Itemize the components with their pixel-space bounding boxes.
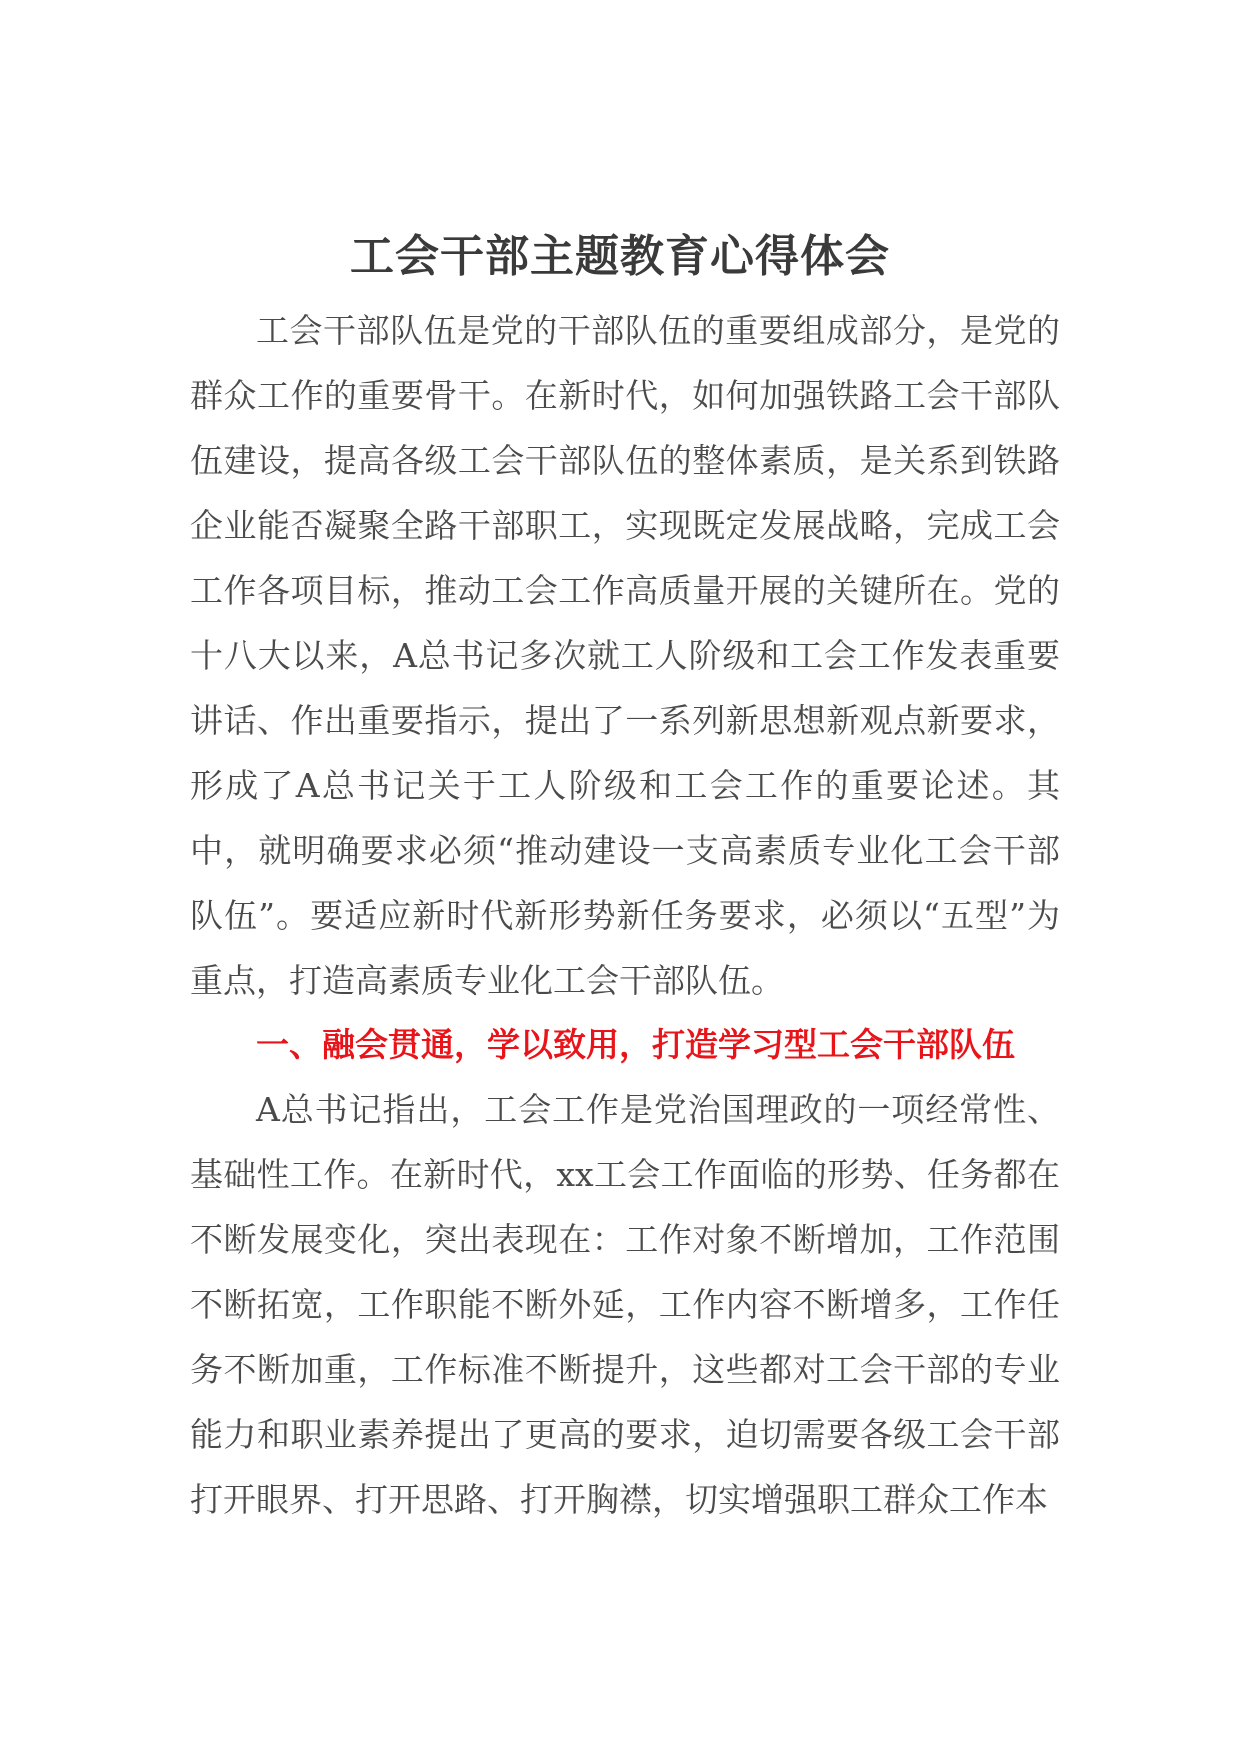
section-1-paragraph: A总书记指出，工会工作是党治国理政的一项经常性、基础性工作。在新时代，xx工会工作面临的形势、任务都在不断发展变化，突出表现在：工作对象不断增加，工作范围不断拓宽，工作职能不断外延，工作内容不断增多，工作任务不断加重，工作标准不断提升，这些都对工会干部的专业能力和职业素养提出了更高的要求，迫切需要各级工会干部打开眼界、打开思路、打开胸襟，切实增强职工群众工作本: [190, 1090, 1060, 1519]
intro-paragraph: 工会干部队伍是党的干部队伍的重要组成部分，是党的群众工作的重要骨干。在新时代，如何加强铁路工会干部队伍建设，提高各级工会干部队伍的整体素质，是关系到铁路企业能否凝聚全路干部职工，实现既定发展战略，完成工会工作各项目标，推动工会工作高质量开展的关键所在。党的十八大以来，A总书记多次就工人阶级和工会工作发表重要讲话、作出重要指示，提出了一系列新思想新观点新要求，形成了A总书记关于工人阶级和工会工作的重要论述。其中，就明确要求必须“推动建设一支高素质专业化工会干部队伍”。要适应新时代新形势新任务要求，必须以“五型”为重点，打造高素质专业化工会干部队伍。: [190, 311, 1060, 1000]
section-heading-1: 一、融会贯通，学以致用，打造学习型工会干部队伍: [256, 1025, 1015, 1064]
document-title: 工会干部主题教育心得体会: [350, 231, 890, 283]
